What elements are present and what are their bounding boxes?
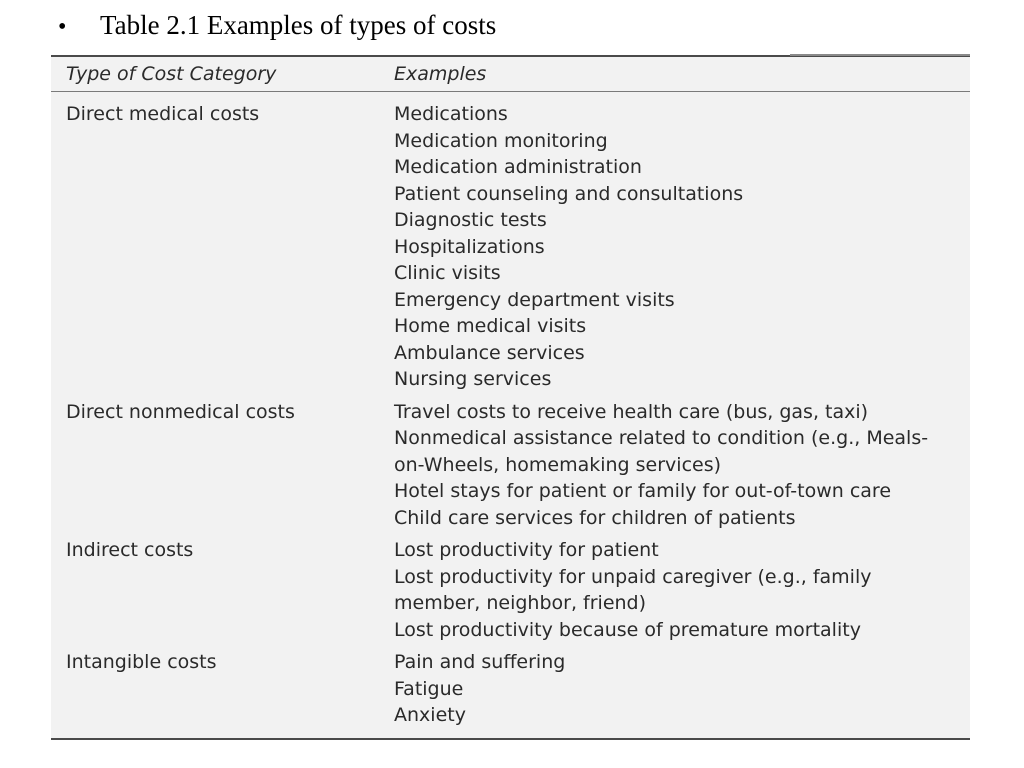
title-text: Table 2.1 Examples of types of costs [100, 10, 497, 40]
example-item: Ambulance services [394, 341, 585, 364]
header-category: Type of Cost Category [66, 63, 277, 85]
table-header [51, 57, 970, 92]
row-examples [394, 101, 954, 393]
row-examples [394, 649, 954, 729]
row-category: Direct medical costs [66, 103, 260, 125]
example-item: Travel costs to receive health care (bus, gas, taxi) [394, 400, 869, 423]
example-item: Diagnostic tests [394, 209, 547, 231]
example-item: Hospitalizations [394, 235, 545, 258]
header-examples: Examples [394, 63, 487, 85]
example-item: Lost productivity because of premature mortality [394, 618, 861, 641]
example-item: Emergency department visits [394, 288, 675, 311]
bullet-icon: • [58, 14, 67, 40]
row-category: Direct nonmedical costs [66, 400, 295, 423]
example-item: Nonmedical assistance related to condition (e.g., Meals-on-Wheels, homemaking services) [394, 427, 929, 476]
example-item: Anxiety [394, 704, 466, 726]
example-item: Child care services for children of patients [394, 506, 796, 529]
example-item: Medication administration [394, 156, 642, 178]
table-row [51, 399, 970, 532]
slide-title [58, 10, 496, 41]
example-item: Hotel stays for patient or family for out-of-town care [394, 480, 892, 502]
table-body [51, 101, 970, 735]
table-row [51, 537, 970, 643]
example-item: Home medical visits [394, 315, 587, 337]
example-item: Pain and suffering [394, 651, 566, 673]
row-examples [394, 537, 954, 643]
example-item: Lost productivity for patient [394, 539, 659, 561]
row-examples [394, 399, 954, 532]
example-item: Nursing services [394, 368, 552, 390]
row-category: Intangible costs [66, 651, 217, 673]
example-item: Lost productivity for unpaid caregiver (e.g., family member, neighbor, friend) [394, 565, 872, 614]
example-item: Medication monitoring [394, 129, 608, 152]
cost-types-table [51, 55, 970, 740]
table-row [51, 649, 970, 729]
example-item: Clinic visits [394, 262, 501, 284]
row-category: Indirect costs [66, 539, 194, 561]
example-item: Patient counseling and consultations [394, 182, 744, 205]
example-item: Fatigue [394, 677, 464, 700]
top-rule-accent [790, 54, 970, 56]
table-row [51, 101, 970, 393]
example-item: Medications [394, 103, 508, 125]
